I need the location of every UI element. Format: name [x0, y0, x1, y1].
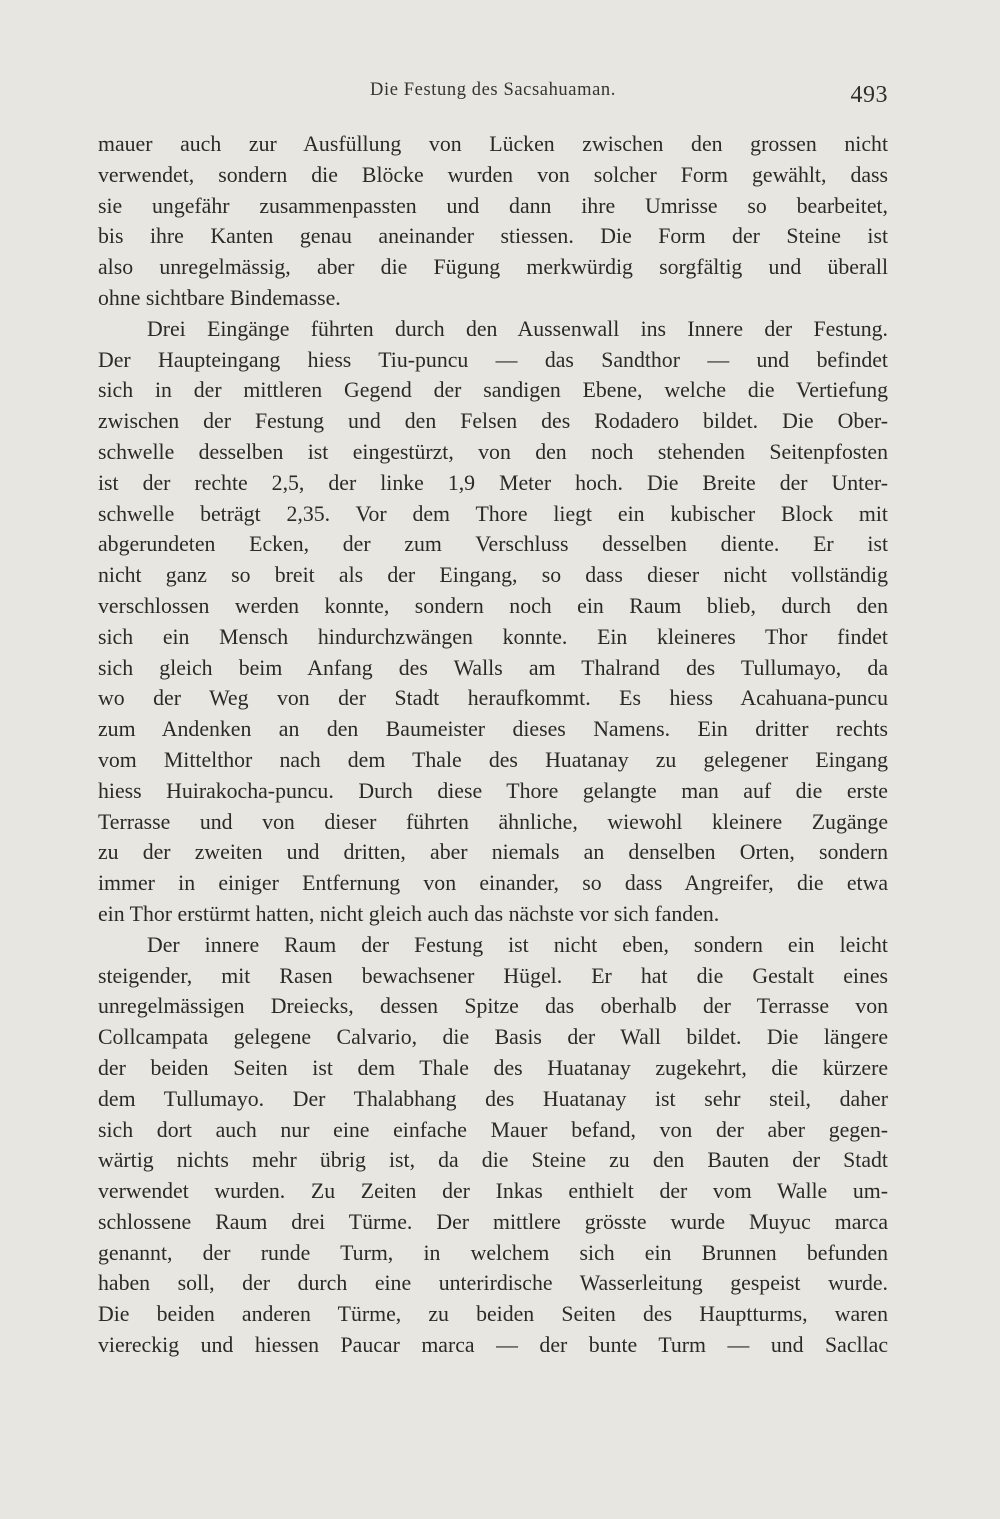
text-line: vom Mittelthor nach dem Thale des Huatanay zu gelegener Eingang: [98, 747, 888, 772]
text-line: nicht ganz so breit als der Eingang, so dass dieser nicht vollständig: [98, 563, 888, 588]
text-line: ein Thor erstürmt hatten, nicht gleich auch das nächste vor sich fanden.: [98, 901, 720, 926]
page-header: [98, 76, 888, 110]
text-line: Drei Eingänge führten durch den Aussenwall ins Innere der Festung.: [147, 316, 888, 341]
text-line: zu der zweiten und dritten, aber niemals an denselben Orten, sondern: [98, 840, 888, 865]
text-line: sich ein Mensch hindurchzwängen konnte. Ein kleineres Thor findet: [98, 624, 888, 649]
text-line: mauer auch zur Ausfüllung von Lücken zwischen den grossen nicht: [98, 132, 888, 156]
text-line: also unregelmässig, aber die Fügung merkwürdig sorgfältig und überall: [98, 255, 888, 280]
text-line: verwendet wurden. Zu Zeiten der Inkas enthielt der vom Walle um-: [98, 1179, 888, 1204]
text-line: genannt, der runde Turm, in welchem sich ein Brunnen befunden: [98, 1240, 888, 1265]
text-line: sich gleich beim Anfang des Walls am Thalrand des Tullumayo, da: [98, 655, 888, 680]
text-line: unregelmässigen Dreiecks, dessen Spitze das oberhalb der Terrasse von: [98, 994, 888, 1019]
text-line: viereckig und hiessen Paucar marca — der bunte Turm — und Sacllac: [98, 1333, 888, 1358]
text-line: bis ihre Kanten genau aneinander stiessen. Die Form der Steine ist: [98, 224, 888, 249]
text-line: zwischen der Festung und den Felsen des Rodadero bildet. Die Ober-: [98, 409, 888, 434]
text-line: schlossene Raum drei Türme. Der mittlere grösste wurde Muyuc marca: [98, 1209, 888, 1234]
text-line: hiess Huirakocha-puncu. Durch diese Thore gelangte man auf die erste: [98, 778, 888, 803]
page-number: 493: [850, 82, 888, 108]
text-line: der beiden Seiten ist dem Thale des Huatanay zugekehrt, die kürzere: [98, 1055, 888, 1080]
text-line: wo der Weg von der Stadt heraufkommt. Es hiess Acahuana-puncu: [98, 686, 888, 711]
text-line: ist der rechte 2,5, der linke 1,9 Meter hoch. Die Breite der Unter-: [98, 470, 888, 495]
text-line: sich dort auch nur eine einfache Mauer befand, von der aber gegen-: [98, 1117, 888, 1142]
running-title: Die Festung des Sacsahuaman.: [370, 80, 616, 100]
text-line: sie ungefähr zusammenpassten und dann ihre Umrisse so bearbeitet,: [98, 193, 888, 218]
body-text: [98, 129, 888, 1361]
text-line: steigender, mit Rasen bewachsener Hügel. Er hat die Gestalt eines: [98, 963, 888, 988]
text-line: haben soll, der durch eine unterirdische Wasserleitung gespeist wurde.: [98, 1271, 888, 1296]
text-line: verwendet, sondern die Blöcke wurden von solcher Form gewählt, dass: [98, 162, 888, 187]
text-line: zum Andenken an den Baumeister dieses Namens. Ein dritter rechts: [98, 717, 888, 742]
text-line: wärtig nichts mehr übrig ist, da die Steine zu den Bauten der Stadt: [98, 1148, 888, 1173]
text-line: ohne sichtbare Bindemasse.: [98, 285, 341, 310]
text-line: abgerundeten Ecken, der zum Verschluss desselben diente. Er ist: [98, 532, 888, 557]
text-line: Terrasse und von dieser führten ähnliche, wiewohl kleinere Zugänge: [98, 809, 888, 834]
text-line: verschlossen werden konnte, sondern noch ein Raum blieb, durch den: [98, 593, 888, 618]
text-line: sich in der mittleren Gegend der sandigen Ebene, welche die Vertiefung: [98, 378, 888, 403]
text-line: schwelle desselben ist eingestürzt, von den noch stehenden Seitenpfosten: [98, 439, 888, 464]
text-line: dem Tullumayo. Der Thalabhang des Huatanay ist sehr steil, daher: [98, 1086, 888, 1111]
text-line: Collcampata gelegene Calvario, die Basis der Wall bildet. Die längere: [98, 1025, 888, 1050]
text-line: Der innere Raum der Festung ist nicht eben, sondern ein leicht: [147, 932, 888, 957]
text-line: Der Haupteingang hiess Tiu-puncu — das Sandthor — und befindet: [98, 347, 888, 372]
text-line: Die beiden anderen Türme, zu beiden Seiten des Hauptturms, waren: [98, 1302, 888, 1327]
text-line: immer in einiger Entfernung von einander, so dass Angreifer, die etwa: [98, 871, 888, 896]
text-line: schwelle beträgt 2,35. Vor dem Thore liegt ein kubischer Block mit: [98, 501, 888, 526]
